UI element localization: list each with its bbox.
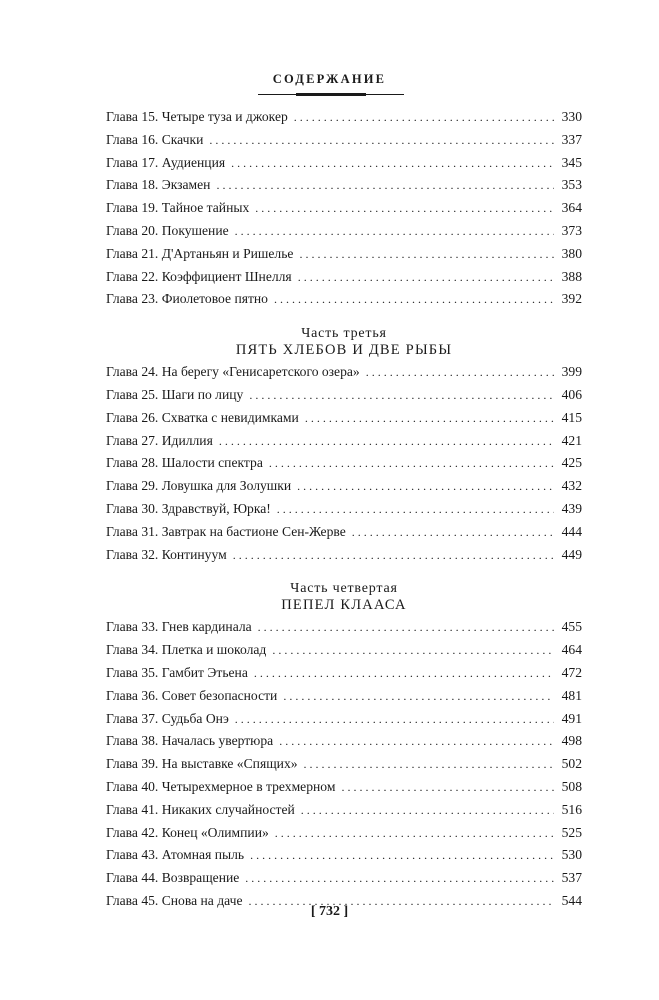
chapter-title: Глава 32. Континуум bbox=[106, 546, 227, 562]
chapter-title: Глава 43. Атомная пыль bbox=[106, 847, 245, 863]
chapter-title: Глава 30. Здравствуй, Юрка! bbox=[106, 500, 271, 516]
toc-entry bbox=[106, 639, 582, 662]
toc-entry bbox=[106, 662, 582, 685]
page-ref: 364 bbox=[561, 200, 582, 216]
page-ref: 439 bbox=[561, 500, 582, 516]
toc-entry bbox=[106, 197, 582, 220]
chapter-title: Глава 44. Возвращение bbox=[106, 870, 240, 886]
chapter-title: Глава 19. Тайное тайных bbox=[106, 200, 250, 216]
dot-leader bbox=[274, 288, 554, 311]
part-heading-four bbox=[106, 580, 582, 614]
dot-leader bbox=[255, 197, 554, 220]
page-ref: 537 bbox=[561, 870, 582, 886]
toc-entry bbox=[106, 152, 582, 175]
part-name: ПЯТЬ ХЛЕБОВ И ДВЕ РЫБЫ bbox=[235, 342, 453, 359]
page-ref: 464 bbox=[561, 642, 582, 658]
dot-leader bbox=[235, 220, 554, 243]
chapter-title: Глава 39. На выставке «Спящих» bbox=[106, 756, 298, 772]
page-ref: 415 bbox=[561, 409, 582, 425]
toc-entry bbox=[106, 430, 582, 453]
toc-entry bbox=[106, 384, 582, 407]
toc-entry bbox=[106, 452, 582, 475]
dot-leader bbox=[231, 152, 554, 175]
dot-leader bbox=[245, 867, 554, 890]
toc-entry bbox=[106, 822, 582, 845]
toc-entry bbox=[106, 844, 582, 867]
chapter-title: Глава 37. Судьба Онэ bbox=[106, 710, 229, 726]
toc-entry bbox=[106, 288, 582, 311]
dot-leader bbox=[277, 498, 554, 521]
toc-entry bbox=[106, 407, 582, 430]
chapter-title: Глава 24. На берегу «Генисаретского озера» bbox=[106, 364, 360, 380]
chapter-title: Глава 20. Покушение bbox=[106, 222, 229, 238]
running-header bbox=[0, 72, 659, 87]
chapter-title: Глава 17. Аудиенция bbox=[106, 154, 226, 170]
toc-entry bbox=[106, 129, 582, 152]
toc-entry bbox=[106, 753, 582, 776]
chapter-title: Глава 23. Фиолетовое пятно bbox=[106, 291, 268, 307]
dot-leader bbox=[250, 844, 554, 867]
part-heading-three bbox=[106, 325, 582, 359]
dot-leader bbox=[299, 243, 554, 266]
dot-leader bbox=[283, 685, 554, 708]
page-ref: 530 bbox=[561, 847, 582, 863]
page-ref: 353 bbox=[561, 177, 582, 193]
header-rule-accent bbox=[296, 93, 366, 96]
toc-entry bbox=[106, 475, 582, 498]
chapter-title: Глава 21. Д'Артаньян и Ришелье bbox=[106, 245, 294, 261]
dot-leader bbox=[366, 361, 554, 384]
page-ref: 337 bbox=[561, 131, 582, 147]
page-number: [ 732 ] bbox=[310, 904, 349, 919]
toc-group-part-two-continued bbox=[106, 106, 582, 311]
dot-leader bbox=[305, 407, 554, 430]
toc-entry bbox=[106, 776, 582, 799]
dot-leader bbox=[219, 430, 554, 453]
part-label: Часть четвертая bbox=[290, 581, 398, 597]
toc-entry bbox=[106, 867, 582, 890]
dot-leader bbox=[233, 544, 554, 567]
toc-entry bbox=[106, 174, 582, 197]
dot-leader bbox=[258, 616, 554, 639]
chapter-title: Глава 36. Совет безопасности bbox=[106, 687, 278, 703]
chapter-title: Глава 38. Началась увертюра bbox=[106, 733, 274, 749]
toc-entry bbox=[106, 799, 582, 822]
chapter-title: Глава 42. Конец «Олимпии» bbox=[106, 824, 269, 840]
chapter-title: Глава 26. Схватка с невидимками bbox=[106, 409, 299, 425]
page-ref: 392 bbox=[561, 291, 582, 307]
dot-leader bbox=[216, 174, 554, 197]
toc-entry bbox=[106, 243, 582, 266]
page-ref: 399 bbox=[561, 364, 582, 380]
chapter-title: Глава 45. Снова на даче bbox=[106, 892, 243, 908]
page-ref: 406 bbox=[561, 386, 582, 402]
page-ref: 498 bbox=[561, 733, 582, 749]
dot-leader bbox=[269, 452, 554, 475]
page-ref: 472 bbox=[561, 664, 582, 680]
dot-leader bbox=[272, 639, 554, 662]
chapter-title: Глава 41. Никаких случайностей bbox=[106, 801, 295, 817]
dot-leader bbox=[254, 662, 554, 685]
toc-entry bbox=[106, 106, 582, 129]
page-ref: 502 bbox=[561, 756, 582, 772]
toc-entry bbox=[106, 521, 582, 544]
chapter-title: Глава 22. Коэффициент Шнелля bbox=[106, 268, 292, 284]
toc-group-part-three bbox=[106, 361, 582, 566]
page-ref: 345 bbox=[561, 154, 582, 170]
chapter-title: Глава 34. Плетка и шоколад bbox=[106, 642, 267, 658]
page-ref: 455 bbox=[561, 619, 582, 635]
toc-entry bbox=[106, 708, 582, 731]
dot-leader bbox=[298, 266, 554, 289]
chapter-title: Глава 29. Ловушка для Золушки bbox=[106, 478, 292, 494]
table-of-contents bbox=[106, 106, 582, 913]
dot-leader bbox=[294, 106, 554, 129]
part-name: ПЕПЕЛ КЛААСА bbox=[281, 597, 407, 614]
toc-entry bbox=[106, 685, 582, 708]
toc-entry bbox=[106, 361, 582, 384]
toc-group-part-four bbox=[106, 616, 582, 912]
page-ref: 432 bbox=[561, 478, 582, 494]
dot-leader bbox=[297, 475, 554, 498]
chapter-title: Глава 28. Шалости спектра bbox=[106, 455, 263, 471]
chapter-title: Глава 25. Шаги по лицу bbox=[106, 386, 244, 402]
page-ref: 330 bbox=[561, 109, 582, 124]
page-ref: 421 bbox=[561, 432, 582, 448]
chapter-title: Глава 18. Экзамен bbox=[106, 177, 211, 193]
dot-leader bbox=[341, 776, 554, 799]
chapter-title: Глава 15. Четыре туза и джокер bbox=[106, 109, 288, 124]
page-ref: 425 bbox=[561, 455, 582, 471]
page-title: СОДЕРЖАНИЕ bbox=[272, 72, 387, 86]
chapter-title: Глава 33. Гнев кардинала bbox=[106, 619, 252, 635]
page-ref: 481 bbox=[561, 687, 582, 703]
toc-entry bbox=[106, 544, 582, 567]
page-ref: 516 bbox=[561, 801, 582, 817]
chapter-title: Глава 16. Скачки bbox=[106, 131, 204, 147]
dot-leader bbox=[235, 708, 554, 731]
chapter-title: Глава 31. Завтрак на бастионе Сен-Жерве bbox=[106, 523, 346, 539]
toc-entry bbox=[106, 498, 582, 521]
dot-leader bbox=[209, 129, 554, 152]
page-ref: 449 bbox=[561, 546, 582, 562]
part-label: Часть третья bbox=[301, 326, 387, 342]
page-ref: 444 bbox=[561, 523, 582, 539]
toc-entry bbox=[106, 266, 582, 289]
toc-entry bbox=[106, 220, 582, 243]
dot-leader bbox=[275, 822, 554, 845]
dot-leader bbox=[279, 730, 554, 753]
page-ref: 491 bbox=[561, 710, 582, 726]
dot-leader bbox=[352, 521, 554, 544]
dot-leader bbox=[301, 799, 554, 822]
page-ref: 380 bbox=[561, 245, 582, 261]
page-ref: 508 bbox=[561, 778, 582, 794]
chapter-title: Глава 27. Идиллия bbox=[106, 432, 213, 448]
page-ref: 544 bbox=[561, 892, 582, 908]
toc-entry bbox=[106, 616, 582, 639]
chapter-title: Глава 40. Четырехмерное в трехмерном bbox=[106, 778, 336, 794]
chapter-title: Глава 35. Гамбит Этьена bbox=[106, 664, 248, 680]
page-ref: 525 bbox=[561, 824, 582, 840]
toc-entry bbox=[106, 730, 582, 753]
page-ref: 373 bbox=[561, 222, 582, 238]
dot-leader bbox=[249, 384, 554, 407]
page-ref: 388 bbox=[561, 268, 582, 284]
dot-leader bbox=[304, 753, 554, 776]
